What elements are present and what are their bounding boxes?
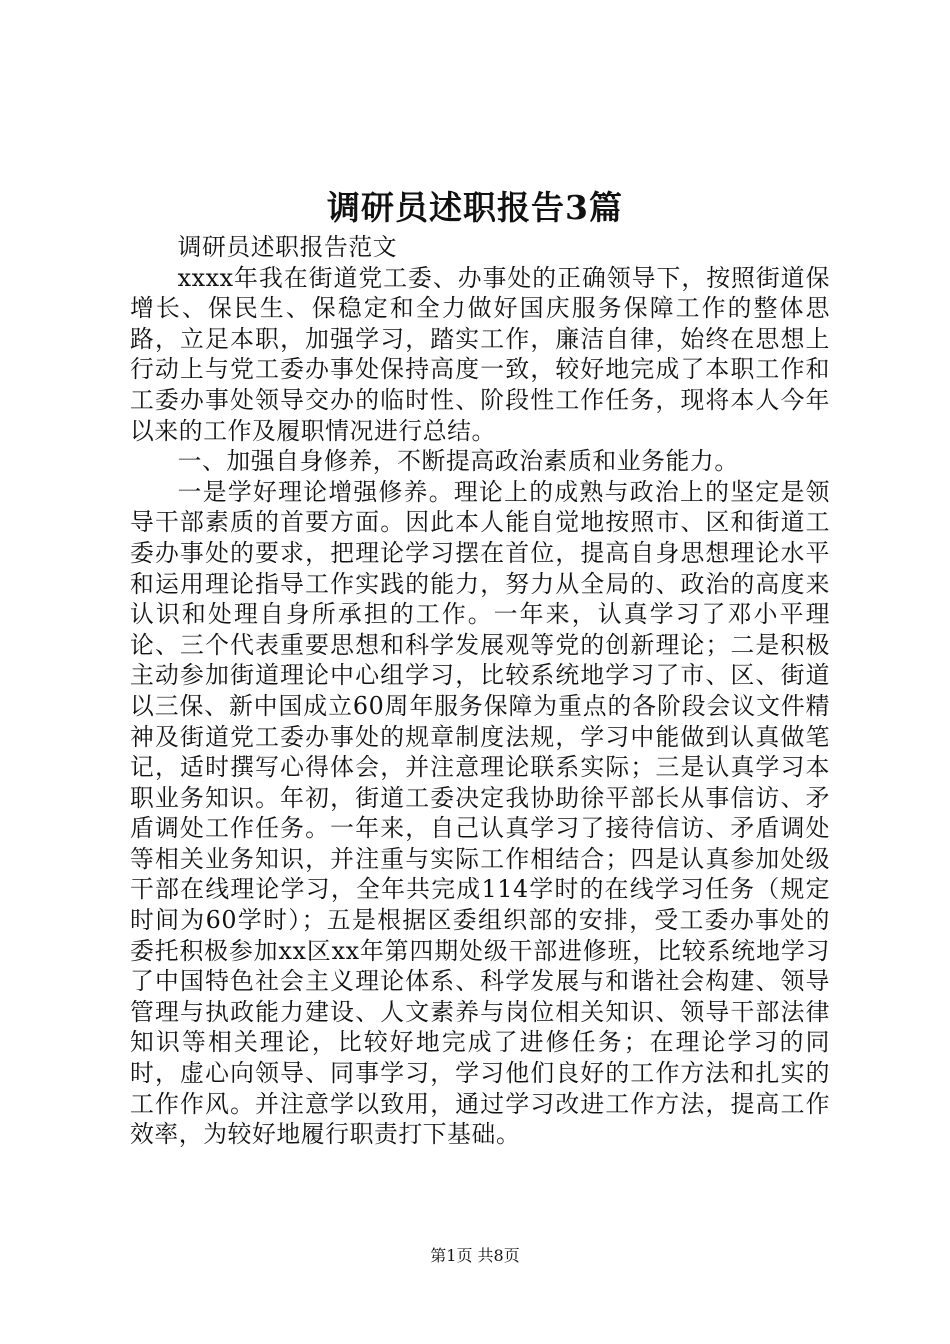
document-title: 调研员述职报告3篇: [327, 188, 623, 227]
body-paragraph: 一是学好理论增强修养。理论上的成熟与政治上的坚定是领导干部素质的首要方面。因此本人能自觉地按照市、区和街道工委办事处的要求，把理论学习摆在首位，提高自身思想理论水平和运用理论指导工作实践的能力，努力从全局的、政治的高度来认识和处理自身所承担的工作。一年来，认真学习了邓小平理论、三个代表重要思想和科学发展观等党的创新理论；二是积极主动参加街道理论中心组学习，比较系统地学习了市、区、街道以三保、新中国成立60周年服务保障为重点的各阶段会议文件精神及街道党工委办事处的规章制度法规，学习中能做到认真做笔记，适时撰写心得体会，并注意理论联系实际；三是认真学习本职业务知识。年初，街道工委决定我协助徐平部长从事信访、矛盾调处工作任务。一年来，自己认真学习了接待信访、矛盾调处等相关业务知识，并注重与实际工作相结合；四是认真参加处级干部在线理论学习，全年共完成114学时的在线学习任务（规定时间为60学时）；五是根据区委组织部的安排，受工委办事处的委托积极参加xx区xx年第四期处级干部进修班，比较系统地学习了中国特色社会主义理论体系、科学发展与和谐社会构建、领导管理与执政能力建设、人文素养与岗位相关知识、领导干部法律知识等相关理论，比较好地完成了进修任务；在理论学习的同时，虚心向领导、同事学习，学习他们良好的工作方法和扎实的工作作风。并注意学以致用，通过学习改进工作方法，提高工作效率，为较好地履行职责打下基础。: [130, 477, 830, 1149]
page-number: 第1页 共8页: [430, 1246, 520, 1265]
section-heading: 一、加强自身修养，不断提高政治素质和业务能力。: [177, 447, 739, 476]
document-body: [130, 232, 830, 1150]
intro-paragraph: xxxx年我在街道党工委、办事处的正确领导下，按照街道保增长、保民生、保稳定和全力做好国庆服务保障工作的整体思路，立足本职，加强学习，踏实工作，廉洁自律，始终在思想上行动上与党工委办事处保持高度一致，较好地完成了本职工作和工委办事处领导交办的临时性、阶段性工作任务，现将本人今年以来的工作及履职情况进行总结。: [130, 263, 830, 445]
subtitle-paragraph: 调研员述职报告范文: [177, 233, 398, 261]
